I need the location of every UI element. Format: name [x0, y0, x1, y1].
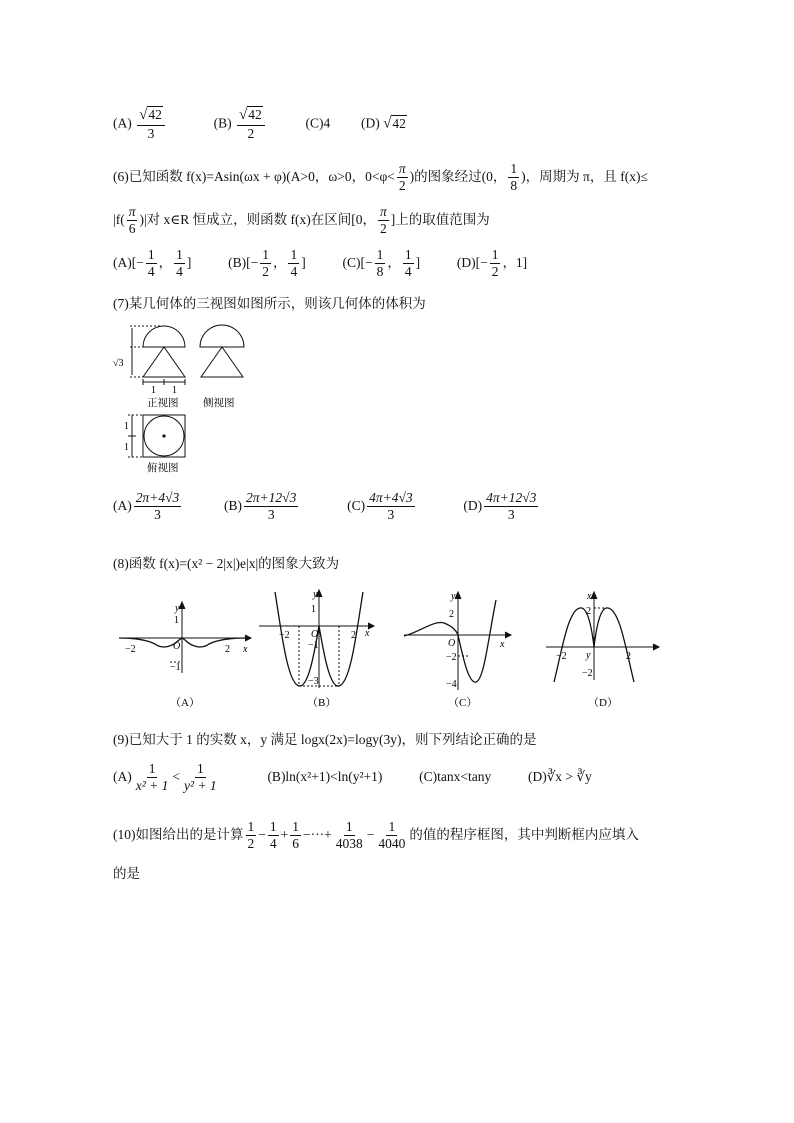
q8-b-label: （B）: [307, 697, 337, 709]
q5-option-a-label: (A): [113, 115, 132, 131]
q5-d-radicand: 42: [392, 115, 406, 131]
q10-term-4: $\frac{1}{4038}$: [335, 819, 363, 852]
q10-text-part-1: (10)如图给出的是计算: [113, 826, 244, 842]
q8-c-tick-neg2: −2: [446, 652, 457, 663]
q5-options: (A) $\frac{√42}{3}$ (B) $\frac{√42}{2}$ (C)4 (D) √42: [113, 107, 406, 141]
q8-question-text: (8)函数 f(x)=(x² − 2|x|)e|x|的图象大致为: [113, 556, 340, 571]
q6-line-1: [113, 162, 648, 193]
q7-question-text: (7)某几何体的三视图如图所示，则该几何体的体积为: [113, 296, 426, 311]
q6-text-part-2: )的图象经过(0，: [409, 168, 507, 184]
q7-three-view-figure: [110, 322, 250, 477]
q10-text-part-2: 的值的程序框图，其中判断框内应填入: [409, 826, 639, 842]
top-view-label: 俯视图: [147, 463, 179, 474]
q6-option-d: (D)[− $\frac{1}{2}$ ，1]: [456, 247, 528, 280]
q10-term-5: $\frac{1}{4040}$: [378, 819, 406, 852]
q6-fraction-pi-over-2: $\frac{\pi}{2}$: [398, 161, 406, 194]
q9-options: [113, 762, 592, 793]
q8-a-origin: O: [173, 641, 181, 652]
q8-d-tick-neg2-x: −2: [556, 651, 567, 662]
q8-b-tick-neg2: −2: [279, 630, 290, 641]
q6-fraction-pi-over-6: $\frac{\pi}{6}$: [128, 204, 136, 237]
q7-option-a: (A) $\frac{2\pi+4√3}{3}$: [113, 490, 180, 523]
q5-b-radicand: 42: [248, 107, 262, 122]
q8-a-tick-neg1: −1: [170, 662, 181, 673]
q9-option-d: (D)∛x > ∛y: [527, 768, 592, 784]
q8-c-tick-2: 2: [449, 609, 454, 620]
q5-option-a-fraction: $\frac{√42}{3}$: [137, 108, 165, 141]
q6-text-part-1: (6)已知函数 f(x)=Asin(ωx + φ)(A>0，ω>0，0<φ<: [113, 168, 395, 184]
q6-text-part-3: )，周期为 π，且 f(x)≤: [521, 168, 648, 184]
q10-line-2: 的是: [113, 866, 140, 881]
q8-c-label: （C）: [448, 697, 478, 709]
q8-d-origin: y: [586, 650, 591, 661]
q8-d-tick-2-x: 2: [626, 651, 631, 662]
front-view-width-label-left: 1: [151, 385, 156, 396]
q5-option-c: (C)4: [305, 115, 331, 131]
q5-b-denominator: 2: [247, 125, 255, 141]
q7-option-d: (D) $\frac{4\pi+12√3}{3}$: [463, 490, 537, 523]
q8-c-tick-neg4: −4: [446, 679, 457, 690]
top-view-height-label-lower: 1: [124, 442, 129, 453]
q8-d-tick-neg2-y: −2: [582, 668, 593, 679]
front-view-width-label-right: 1: [172, 385, 177, 396]
q8-graph-c: [400, 590, 520, 716]
q6-option-b: (B)[− $\frac{1}{2}$ ， $\frac{1}{4}$ ]: [228, 247, 306, 280]
top-view-drawing: [128, 415, 185, 457]
q7-options: [113, 491, 540, 522]
q9-option-b: (B)ln(x²+1)<ln(y²+1): [267, 768, 383, 784]
q8-b-origin: O: [311, 629, 319, 640]
q6-text-part-4: |f(: [113, 211, 125, 227]
q8-b-tick-neg3: −3: [308, 676, 319, 687]
q8-c-y-axis-label: y: [451, 591, 456, 602]
q5-option-d-label: (D): [360, 115, 380, 131]
top-view-center-dot: [162, 434, 165, 437]
q6-fraction-pi-over-2b: $\frac{\pi}{2}$: [380, 204, 387, 237]
q8-b-x-axis-label: x: [365, 628, 370, 639]
q5-option-b-fraction: $\frac{√42}{2}$: [237, 108, 265, 141]
front-view-height-label: √3: [113, 358, 124, 369]
q6-text-part-5: )|对 x∈R 恒成立，则函数 f(x)在区间[0，: [139, 211, 377, 227]
q8-a-y-axis-label: y: [175, 603, 180, 614]
q9-option-a: (A) $\frac{1}{\text{x² + 1}}$ < $\frac{1}{\text{y² + 1}}$: [113, 761, 217, 794]
q6-option-c: (C)[− $\frac{1}{8}$ ， $\frac{1}{4}$ ]: [342, 247, 421, 280]
q9-question-text: (9)已知大于 1 的实数 x，y 满足 logx(2x)=logy(3y)，则下列结论正确的是: [113, 732, 537, 747]
q8-b-tick-neg1: −1: [308, 640, 319, 651]
q6-fraction-1-over-8: $\frac{1}{8}$: [510, 161, 518, 194]
q5-option-b-label: (B): [213, 115, 232, 131]
q9-option-c: (C)tanx<tany: [419, 768, 492, 784]
q8-a-tick-2: 2: [225, 644, 230, 655]
q8-b-y-axis-label: y: [313, 589, 318, 600]
q8-d-y-axis-label: x: [587, 591, 592, 602]
q8-c-origin: O: [448, 638, 456, 649]
q10-term-2: $\frac{1}{4}$: [269, 819, 277, 852]
q5-a-denominator: 3: [147, 125, 155, 141]
side-view-drawing: [200, 325, 244, 377]
q8-a-x-axis-label: x: [243, 644, 248, 655]
q10-term-1: $\frac{1}{2}$: [247, 819, 255, 852]
q7-option-b: (B) $\frac{2\pi+12√3}{3}$: [224, 490, 297, 523]
q8-graph-a: [115, 598, 255, 716]
q8-b-tick-2: 2: [351, 630, 356, 641]
front-view-label: 正视图: [147, 398, 179, 409]
q10-term-3: $\frac{1}{6}$: [292, 819, 299, 852]
q8-b-tick-1: 1: [311, 604, 316, 615]
q6-text-part-6: ]上的取值范围为: [390, 211, 490, 227]
q6-option-a: (A)[− $\frac{1}{4}$ ， $\frac{1}{4}$ ]: [113, 247, 192, 280]
q8-a-tick-1: 1: [174, 615, 179, 626]
q5-a-radicand: 42: [148, 107, 162, 122]
q6-options: [113, 248, 527, 279]
q10-line-1: (10)如图给出的是计算 $\frac{1}{2}$ − $\frac{1}{4}$ + $\frac{1}{6}$ −···+ $\frac{1}{4038}$ − $\frac{1}{4040}$ 的值的程序框图，其中判断框内应填入: [113, 819, 639, 852]
q7-option-c: (C) $\frac{4\pi+4√3}{3}$: [347, 490, 413, 523]
top-view-height-label-upper: 1: [124, 421, 129, 432]
front-view-drawing: [130, 326, 185, 385]
q8-graph-d: [542, 590, 667, 716]
q8-d-label: （D）: [588, 697, 618, 709]
q8-d-tick-2: 2: [586, 606, 591, 617]
side-view-label: 侧视图: [203, 398, 235, 409]
q6-line-2: [113, 205, 490, 236]
q8-a-tick-neg2: −2: [125, 644, 136, 655]
q8-a-label: （A）: [170, 697, 200, 709]
q8-c-x-axis-label: x: [500, 639, 505, 650]
q8-graph-b: [255, 588, 385, 716]
